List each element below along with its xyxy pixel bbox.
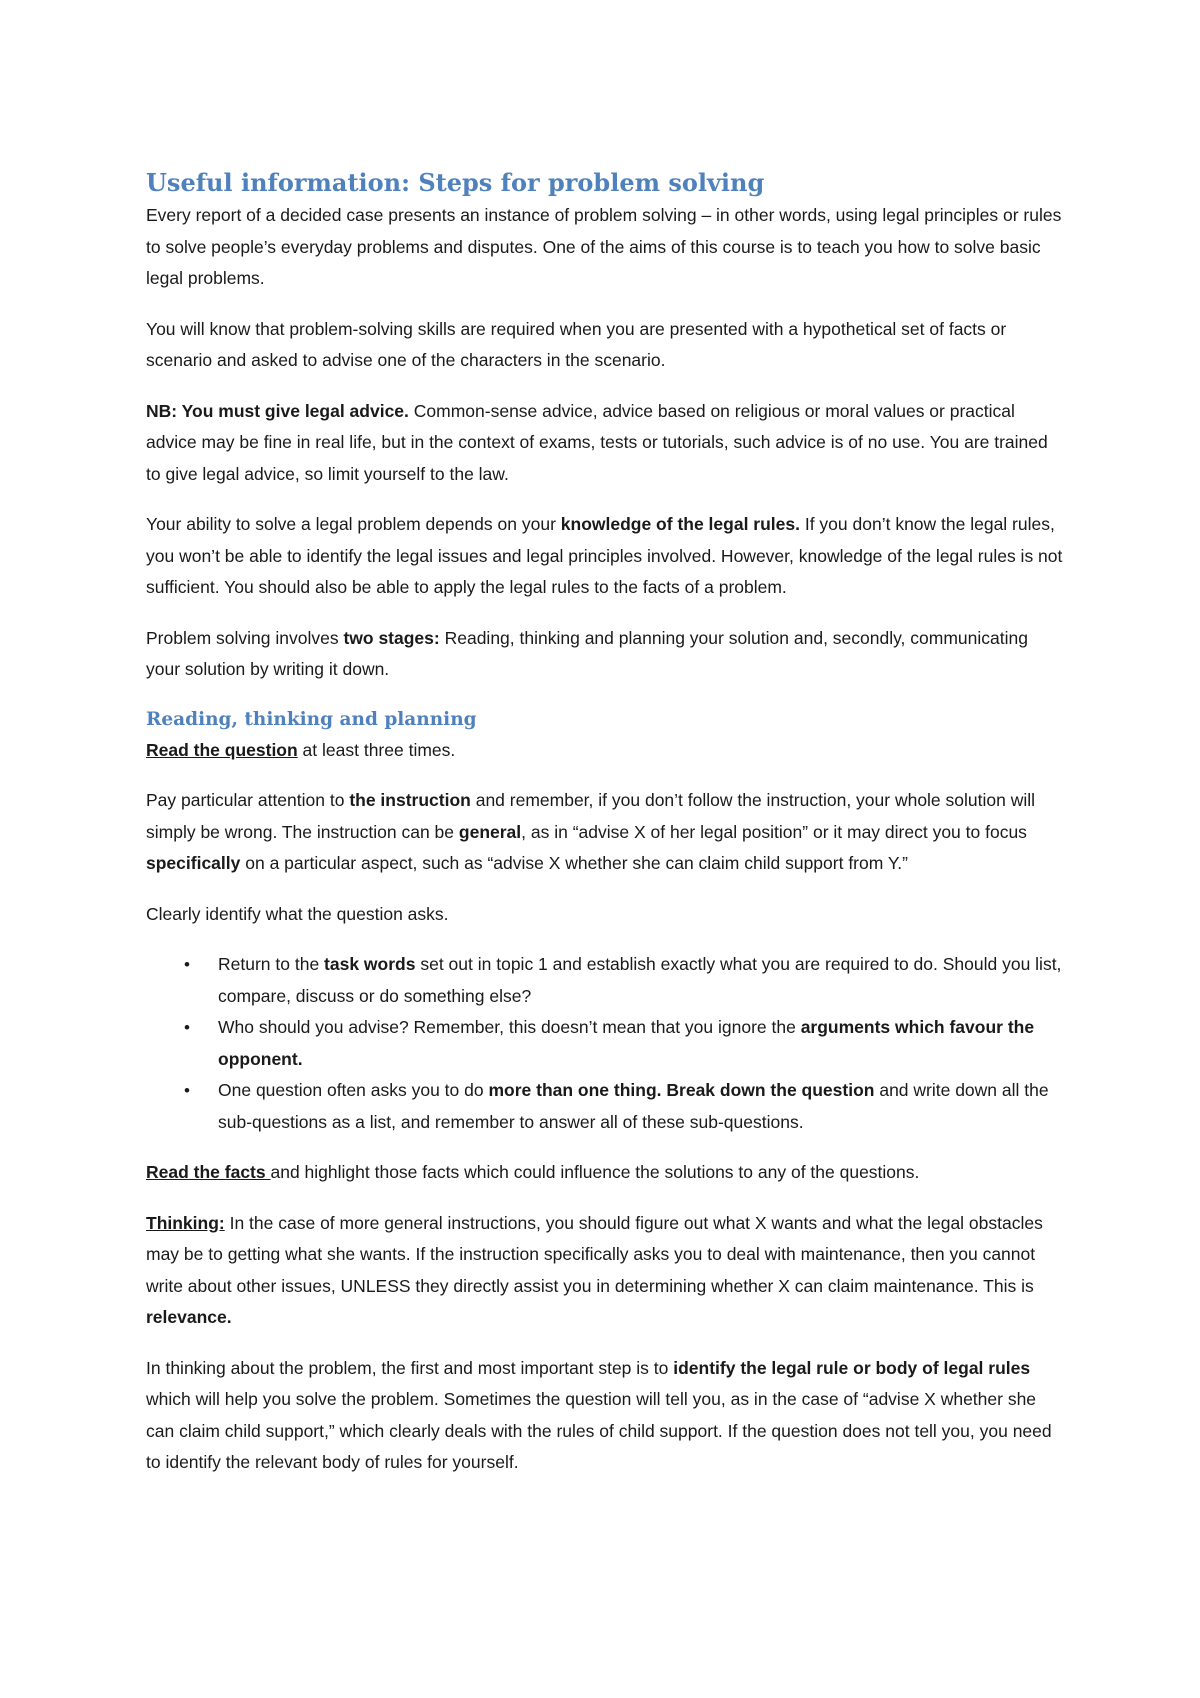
page-title: Useful information: Steps for problem solving (146, 168, 765, 197)
instruction-paragraph: Pay particular attention to the instruction and remember, if you don’t follow the instruction, your whole solution will simply be wrong. The instruction can be general, as in “advise X of her legal position” or it may direct you to focus specifically on a particular aspect, such as “advise X whether she can claim child support from Y.” (146, 790, 1036, 873)
thinking-paragraph: Thinking: In the case of more general instructions, you should figure out what X wants and what the legal obstacles may be to getting what she wants. If the instruction specifically asks you to deal with maintenance, then you cannot write about other issues, UNLESS they directly assist you in determining whether X can claim maintenance. This is relevance. (146, 1212, 1043, 1327)
bullet-icon: • (184, 1081, 190, 1100)
intro-paragraph-1: Every report of a decided case presents an instance of problem solving – in other words, using legal principles or rules to solve people’s everyday problems and disputes. One of the aims of this course is to teach you how to solve basic legal problems. (146, 205, 1062, 288)
intro-paragraph-4: Your ability to solve a legal problem depends on your knowledge of the legal rules. If you don’t know the legal rules, you won’t be able to identify the legal issues and legal principles involved. However, knowledge of the legal rules is not sufficient. You should also be able to apply the legal rules to the facts of a problem. (146, 514, 1063, 597)
thinking-label: Thinking: (146, 1212, 225, 1233)
list-item: • Return to the task words set out in topic 1 and establish exactly what you are required to do. Should you list, compare, discuss or do something else? (146, 949, 1066, 1012)
read-facts-paragraph: Read the facts and highlight those facts which could influence the solutions to any of the questions. (146, 1162, 920, 1182)
bullet-icon: • (184, 955, 190, 974)
document-page (146, 166, 1066, 1498)
read-question-label: Read the question (146, 739, 298, 760)
section-heading: Reading, thinking and planning (146, 708, 477, 730)
nb-emphasis: NB: You must give legal advice. (146, 400, 409, 421)
read-facts-label: Read the facts (146, 1162, 271, 1182)
intro-paragraph-2: You will know that problem-solving skills are required when you are presented with a hypothetical set of facts or scenario and asked to advise one of the characters in the scenario. (146, 318, 1007, 370)
legal-rule-paragraph: In thinking about the problem, the first and most important step is to identify the legal rule or body of legal rules which will help you solve the problem. Sometimes the question will tell you, as in the case of “advise X whether she can claim child support,” which clearly deals with the rules of child support. If the question does not tell you, you need to identify the relevant body of rules for yourself. (146, 1357, 1052, 1472)
intro-paragraph-5: Problem solving involves two stages: Reading, thinking and planning your solution and, secondly, communicating your solution by writing it down. (146, 627, 1028, 679)
read-question-paragraph: Read the question at least three times. (146, 739, 456, 760)
clearly-identify-paragraph: Clearly identify what the question asks. (146, 903, 449, 924)
question-bullet-list (146, 949, 1066, 1138)
list-item: • One question often asks you to do more than one thing. Break down the question and write down all the sub-questions as a list, and remember to answer all of these sub-questions. (146, 1075, 1066, 1138)
list-item: • Who should you advise? Remember, this doesn’t mean that you ignore the arguments which favour the opponent. (146, 1012, 1066, 1075)
intro-paragraph-3: NB: You must give legal advice. Common-sense advice, advice based on religious or moral values or practical advice may be fine in real life, but in the context of exams, tests or tutorials, such advice is of no use. You are trained to give legal advice, so limit yourself to the law. (146, 400, 1048, 484)
bullet-icon: • (184, 1018, 190, 1037)
